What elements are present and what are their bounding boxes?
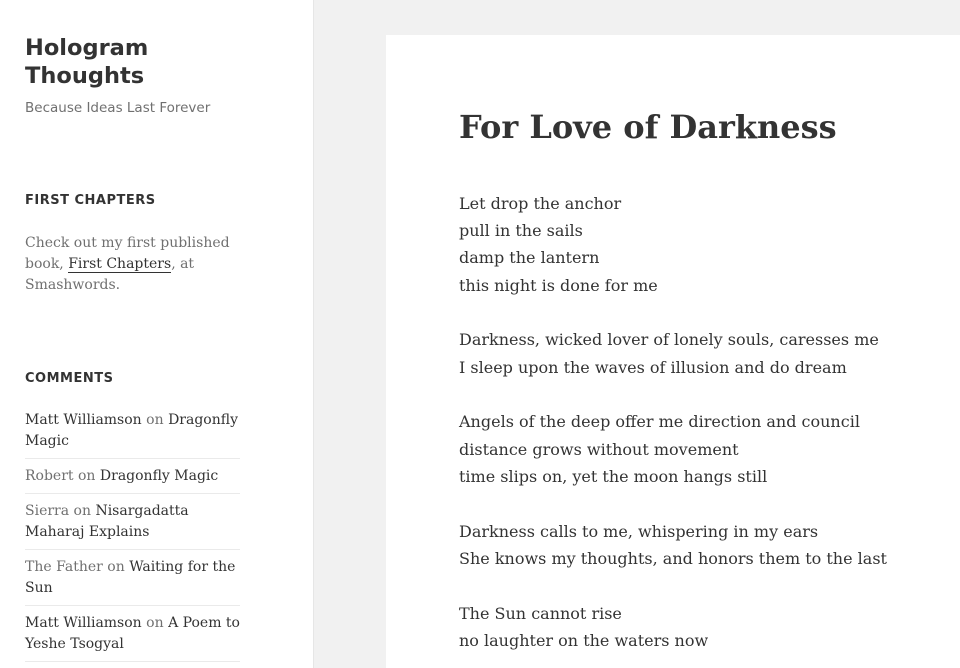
poem-stanza — [459, 190, 939, 299]
comment-author: Sierra — [25, 503, 70, 519]
poem-line: damp the lantern — [459, 248, 600, 268]
poem-line: no laughter on the waters now — [459, 630, 709, 650]
poem-line: Darkness, wicked lover of lonely souls, caresses me — [459, 330, 879, 350]
comment-item — [25, 410, 240, 459]
first-chapters-link[interactable]: First Chapters — [68, 256, 172, 272]
post-card — [386, 35, 960, 668]
comment-post-link[interactable]: A Poem to Yeshe Tsogyal — [25, 615, 240, 652]
poem-line: distance grows without movement — [459, 439, 739, 459]
comments-widget-title: COMMENTS — [25, 371, 114, 386]
comment-author-link[interactable]: Matt Williamson — [25, 615, 142, 631]
comment-author: Robert — [25, 468, 74, 484]
comment-post-link[interactable]: Waiting for the Sun — [25, 559, 236, 596]
poem-line: Angels of the deep offer me direction and council — [459, 412, 860, 432]
poem-line: I sleep upon the waves of illusion and do dream — [459, 357, 847, 377]
comment-on-word: on — [102, 559, 130, 575]
recent-comments-list — [25, 410, 240, 668]
comment-item — [25, 466, 240, 494]
post-title: For Love of Darkness — [459, 108, 837, 146]
poem-line: pull in the sails — [459, 221, 583, 241]
poem-line: She knows my thoughts, and honors them to the last — [459, 548, 887, 568]
comment-item — [25, 557, 240, 606]
comment-on-word: on — [69, 503, 96, 519]
poem-line: time slips on, yet the moon hangs still — [459, 466, 768, 486]
sidebar — [0, 0, 314, 668]
first-chapters-text-after: , at Smashwords. — [25, 256, 195, 293]
comment-on-word: on — [73, 468, 100, 484]
poem-stanza — [459, 326, 939, 380]
poem-stanza — [459, 408, 939, 490]
comment-author: The Father — [25, 559, 103, 575]
first-chapters-widget-text — [25, 233, 240, 296]
site-description: Because Ideas Last Forever — [25, 100, 211, 116]
comment-post-link[interactable]: Nisargadatta Maharaj Explains — [25, 503, 189, 540]
poem-line: Let drop the anchor — [459, 194, 622, 213]
comment-on-word: on — [141, 412, 169, 428]
poem-line: The Sun cannot rise — [459, 603, 622, 623]
comment-author-link[interactable]: Matt Williamson — [25, 412, 142, 428]
poem-stanza — [459, 600, 939, 654]
comment-post-link[interactable]: Dragonfly Magic — [25, 412, 238, 449]
first-chapters-widget-title: FIRST CHAPTERS — [25, 193, 156, 208]
comment-item — [25, 613, 240, 662]
poem-stanza — [459, 518, 939, 572]
comment-item — [25, 501, 240, 550]
comment-post-link[interactable]: Dragonfly Magic — [99, 468, 219, 484]
post-content — [459, 190, 939, 668]
poem-line: Darkness calls to me, whispering in my ears — [459, 521, 819, 541]
poem-line: this night is done for me — [459, 275, 658, 295]
comment-on-word: on — [141, 615, 169, 631]
site-title[interactable]: Hologram Thoughts — [25, 35, 149, 89]
first-chapters-text-before: Check out my first published book, — [25, 235, 230, 272]
